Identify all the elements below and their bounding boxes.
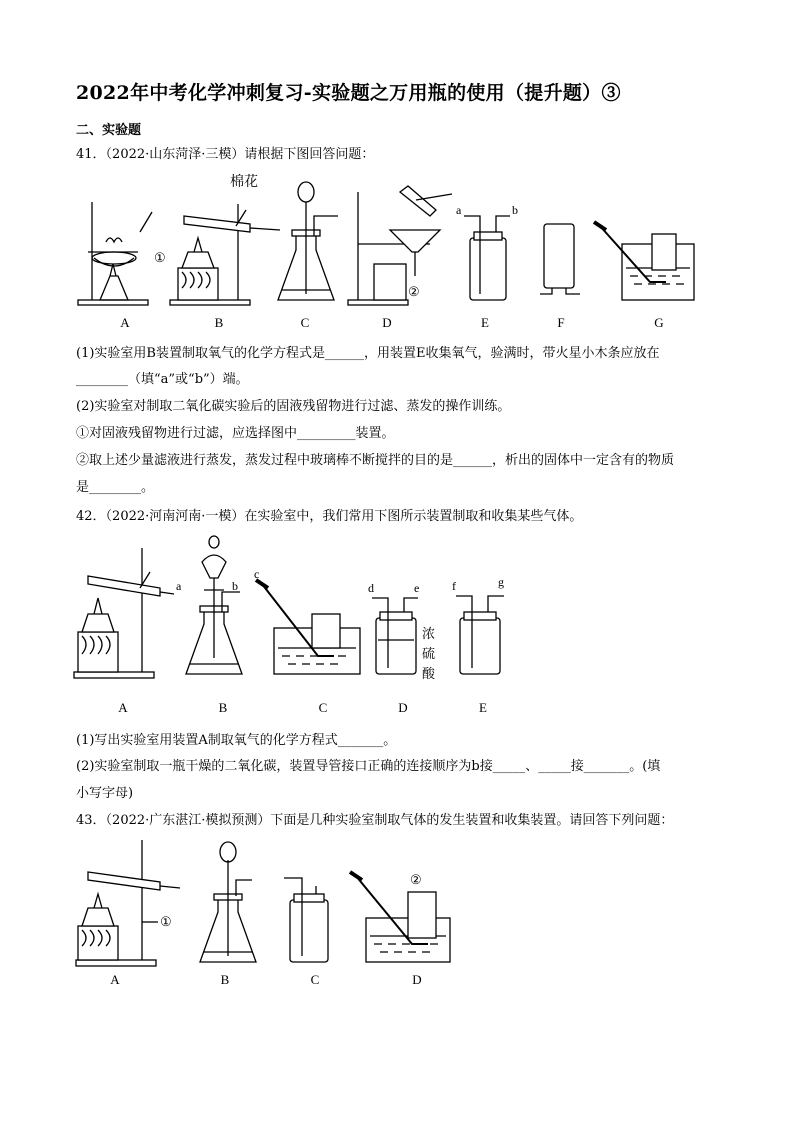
- q42-tag-e: e: [414, 581, 420, 595]
- q42-tag-d: d: [368, 581, 374, 595]
- q43-tag-1: ①: [160, 914, 172, 929]
- q41-label-d: D: [382, 315, 392, 330]
- q41-apparatus-f: [540, 224, 580, 294]
- q42-part2-line1: (2)实验室制取一瓶干燥的二氧化碳，装置导管接口正确的连接顺序为b接_____、_____接_______。(填: [76, 759, 661, 774]
- q43-apparatus-a: [76, 840, 180, 966]
- q41-label-c: C: [300, 315, 310, 330]
- q42-apparatus-a: [74, 548, 174, 678]
- q41-tag-b: b: [512, 203, 518, 217]
- q41-apparatus-d: [348, 186, 452, 305]
- q43-label-b: B: [220, 972, 230, 987]
- q41-part2: (2)实验室对制取二氧化碳实验后的固液残留物进行过滤、蒸发的操作训练。: [76, 399, 511, 414]
- q43-label-a: A: [110, 972, 120, 987]
- q43-figure: [72, 840, 472, 970]
- q42-label-e: E: [479, 700, 487, 715]
- q43-label-c: C: [310, 972, 320, 987]
- q42-tag-a: a: [176, 579, 182, 593]
- q41-label-g: G: [654, 315, 664, 330]
- q43-apparatus-c: [284, 878, 328, 962]
- q41-apparatus-c: [278, 182, 338, 300]
- q41-apparatus-e: [464, 216, 510, 300]
- q42-figure: [72, 528, 522, 690]
- q42-apparatus-b: [186, 536, 242, 674]
- q43-apparatus-b: [200, 842, 256, 962]
- q41-label-b: B: [214, 315, 224, 330]
- q43-tag-2: ②: [410, 872, 422, 887]
- q41-tag-2: ②: [408, 284, 420, 299]
- q41-figure: [70, 172, 710, 314]
- q42-label-d: D: [398, 700, 408, 715]
- q42-acid-2: 硫: [422, 646, 436, 661]
- q42-apparatus-c: [256, 580, 360, 674]
- q41-stem: 41．（2022·山东菏泽·三模）请根据下图回答问题：: [76, 147, 375, 162]
- q41-apparatus-b: [170, 204, 280, 305]
- q43-apparatus-d: [350, 872, 450, 962]
- page-title: 2022年中考化学冲刺复习-实验题之万用瓶的使用（提升题）③: [76, 82, 621, 104]
- q42-part1: (1)写出实验室用装置A制取氧气的化学方程式_______。: [76, 733, 397, 748]
- q41-part2-sub1: ①对固液残留物进行过滤，应选择图中_________装置。: [76, 426, 395, 441]
- q41-tag-1: ①: [154, 250, 166, 265]
- q41-part2-sub2-line1: ②取上述少量滤液进行蒸发，蒸发过程中玻璃棒不断搅拌的目的是______，析出的固体中一定含有的物质: [76, 453, 675, 468]
- q41-part1-line2: ________（填“a”或“b”）端。: [76, 372, 249, 387]
- q41-tag-cotton: 棉花: [230, 175, 258, 190]
- q41-apparatus-a: [78, 202, 152, 305]
- q41-label-f: F: [557, 315, 565, 330]
- section-heading: 二、实验题: [76, 123, 142, 138]
- q41-label-e: E: [481, 315, 489, 330]
- q41-tag-a: a: [456, 203, 462, 217]
- q42-apparatus-d: [372, 598, 418, 674]
- q41-apparatus-g: [594, 222, 694, 300]
- q42-label-b: B: [218, 700, 228, 715]
- q42-apparatus-e: [456, 596, 504, 674]
- q42-tag-b: b: [232, 579, 238, 593]
- q42-label-a: A: [118, 700, 128, 715]
- q42-tag-c: c: [254, 567, 260, 581]
- q43-label-d: D: [412, 972, 422, 987]
- q42-label-c: C: [318, 700, 328, 715]
- q41-part1-line1: (1)实验室用B装置制取氧气的化学方程式是______，用装置E收集氧气，验满时，带火星小木条应放在: [76, 346, 660, 361]
- q42-tag-g: g: [498, 575, 504, 589]
- q42-acid-3: 酸: [422, 666, 436, 681]
- q41-part2-sub2-line2: 是________。: [76, 480, 155, 495]
- q42-acid-1: 浓: [422, 626, 436, 641]
- q42-part2-line2: 小写字母): [76, 786, 134, 801]
- q43-stem: 43．（2022·广东湛江·模拟预测）下面是几种实验室制取气体的发生装置和收集装置。请回答下列问题：: [76, 813, 674, 828]
- q42-stem: 42．（2022·河南河南·一模）在实验室中，我们常用下图所示装置制取和收集某些气体。: [76, 509, 583, 524]
- q42-tag-f: f: [452, 579, 456, 593]
- q41-label-a: A: [120, 315, 130, 330]
